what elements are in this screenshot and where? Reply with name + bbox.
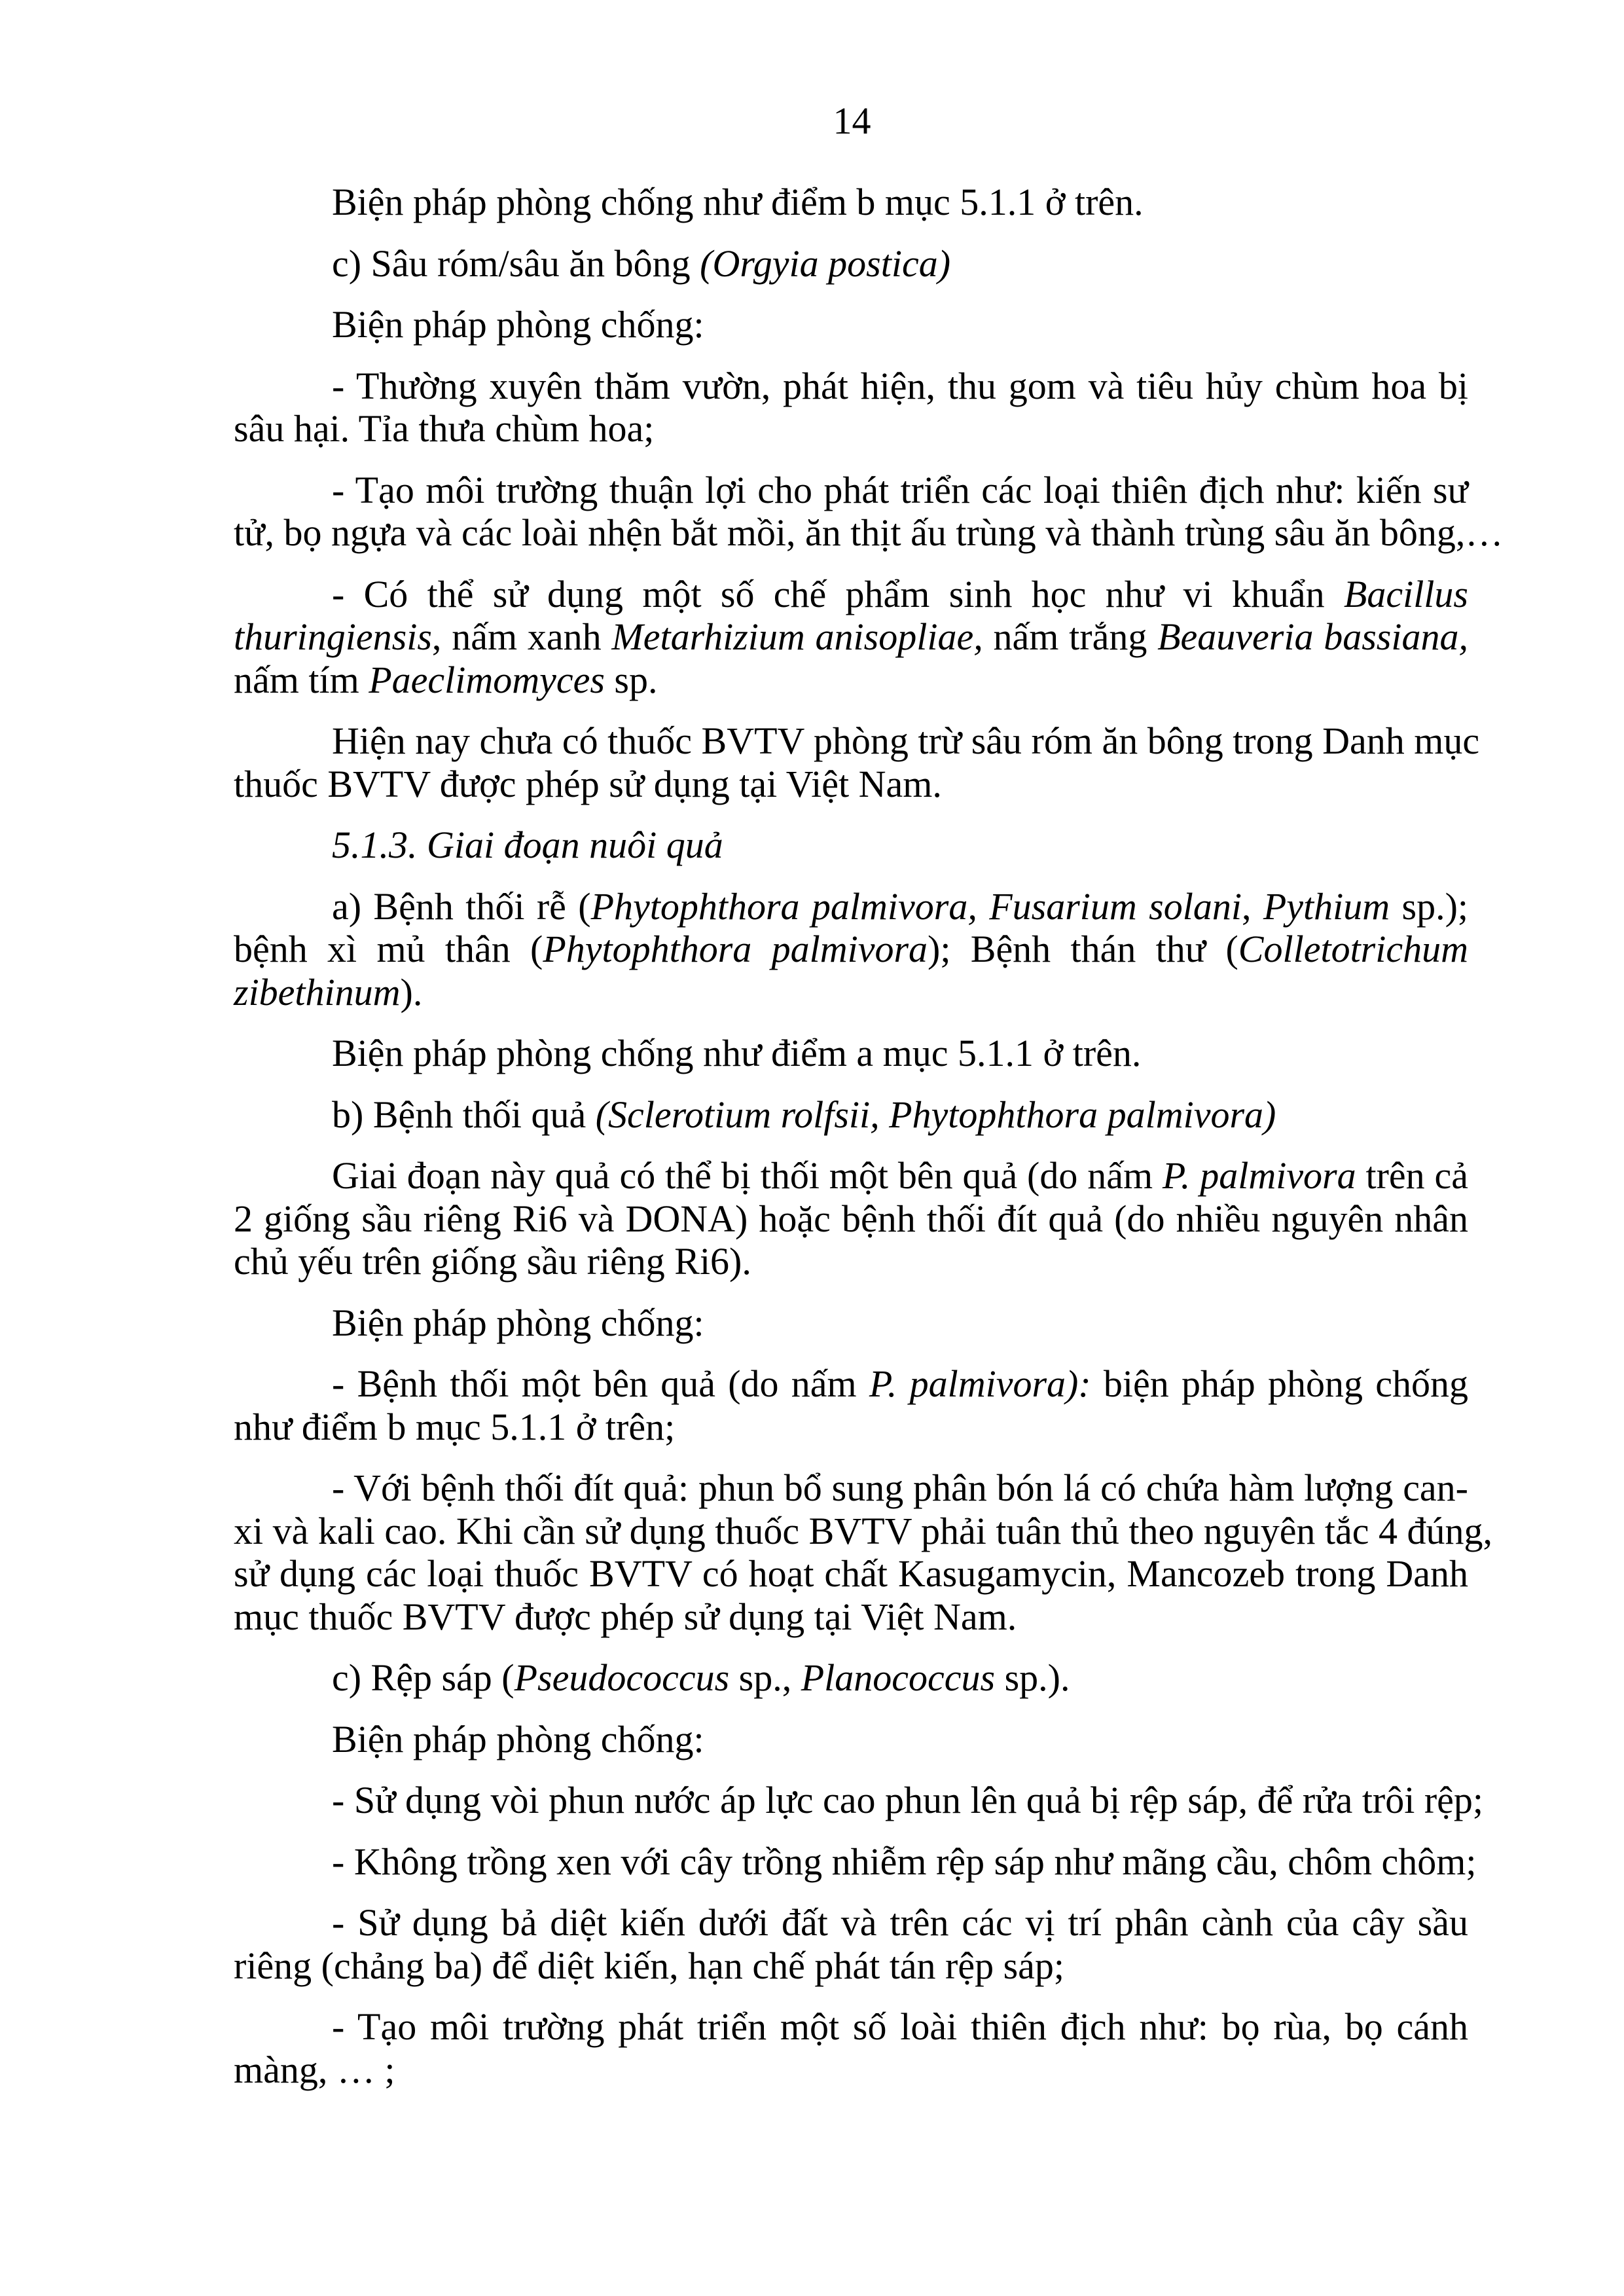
text-run: mục thuốc BVTV được phép sử dụng tại Việt Nam.: [234, 1595, 1017, 1638]
text-line: [234, 1901, 1468, 1944]
text-run: ,: [1241, 884, 1263, 928]
text-line: [234, 885, 1468, 928]
italic-text: 5.1.3. Giai đoạn nuôi quả: [332, 824, 723, 866]
text-line: [234, 1093, 1468, 1137]
text-run: thuốc BVTV được phép sử dụng tại Việt Nam.: [234, 762, 942, 805]
paragraph: [234, 1093, 1468, 1137]
paragraph: [234, 720, 1480, 805]
text-line: [234, 928, 1468, 971]
text-line: [234, 615, 1468, 659]
text-line: [234, 971, 1468, 1014]
text-run: sp.).: [995, 1656, 1070, 1699]
paragraph: [234, 365, 1468, 450]
text-run: Biện pháp phòng chống:: [332, 1717, 704, 1760]
text-run: sp.,: [729, 1656, 801, 1699]
text-line: [234, 1032, 1468, 1075]
text-run: Giai đoạn này quả có thể bị thối một bên quả (do nấm: [332, 1154, 1163, 1197]
paragraph: [234, 1779, 1484, 1822]
page-number: 14: [833, 100, 871, 142]
text-line: [234, 1154, 1468, 1197]
text-run: riêng (chảng ba) để diệt kiến, hạn chế phát tán rệp sáp;: [234, 1944, 1065, 1987]
text-run: - Không trồng xen với cây trồng nhiễm rệp sáp như mãng cầu, chôm chôm;: [332, 1840, 1477, 1883]
text-run: - Bệnh thối một bên quả (do nấm: [332, 1362, 869, 1405]
paragraph: [234, 468, 1504, 555]
text-line: [234, 1656, 1468, 1700]
text-run: sp.: [604, 658, 658, 701]
text-line: [234, 1406, 1468, 1449]
text-line: [234, 181, 1468, 224]
paragraph: [234, 1154, 1468, 1283]
text-run: trên cả: [1356, 1154, 1468, 1197]
paragraph: [234, 1840, 1477, 1884]
italic-text: Phytophthora palmivora: [543, 928, 928, 970]
text-run: bệnh xì mủ thân (: [234, 928, 543, 970]
text-line: [234, 1552, 1468, 1595]
text-run: 2 giống sầu riêng Ri6 và DONA) hoặc bệnh thối đít quả (do nhiều nguyên nhân: [234, 1197, 1468, 1240]
text-run: xi và kali cao. Khi cần sử dụng thuốc BVTV phải tuân thủ theo nguyên tắc 4 đúng,: [234, 1509, 1493, 1552]
text-run: ).: [400, 970, 423, 1013]
italic-text: (Sclerotium rolfsii, Phytophthora palmivora): [595, 1093, 1276, 1136]
text-line: [234, 1362, 1468, 1406]
text-run: Biện pháp phòng chống như điểm b mục 5.1.1 ở trên.: [332, 181, 1144, 223]
document-body: [234, 181, 1504, 2091]
text-line: [234, 365, 1468, 408]
paragraph: [234, 303, 1468, 346]
paragraph: [234, 242, 1468, 285]
italic-text: Planococcus: [801, 1656, 996, 1699]
italic-text: thuringiensis: [234, 615, 432, 658]
italic-text: Beauveria bassiana,: [1157, 615, 1468, 658]
text-line: [234, 1718, 1468, 1761]
text-run: a) Bệnh thối rễ (: [332, 884, 591, 928]
text-run: b) Bệnh thối quả: [332, 1093, 596, 1136]
paragraph: [234, 573, 1468, 702]
text-run: Biện pháp phòng chống như điểm a mục 5.1.1 ở trên.: [332, 1032, 1142, 1074]
text-line: [234, 1302, 1468, 1345]
text-run: c) Sâu róm/sâu ăn bông: [332, 242, 700, 285]
paragraph: [234, 1302, 1468, 1345]
italic-text: Colletotrichum: [1238, 928, 1468, 970]
paragraph: [234, 1467, 1493, 1638]
text-run: tử, bọ ngựa và các loài nhện bắt mồi, ăn thịt ấu trùng và thành trùng sâu ăn bông,…: [234, 511, 1504, 554]
paragraph: [234, 2005, 1468, 2091]
text-run: màng, … ;: [234, 2048, 395, 2091]
italic-text: Metarhizium anisopliae,: [611, 615, 983, 658]
italic-text: Bacillus: [1343, 572, 1468, 615]
text-line: [234, 659, 1468, 702]
paragraph: [234, 1901, 1468, 1987]
text-line: [234, 1595, 1468, 1639]
text-run: sâu hại. Tỉa thưa chùm hoa;: [234, 407, 655, 450]
paragraph: [234, 1718, 1468, 1761]
text-run: Biện pháp phòng chống:: [332, 303, 704, 346]
text-run: như điểm b mục 5.1.1 ở trên;: [234, 1405, 676, 1448]
text-run: - Thường xuyên thăm vườn, phát hiện, thu gom và tiêu hủy chùm hoa bị: [332, 364, 1468, 407]
text-run: , nấm xanh: [431, 615, 612, 658]
text-line: [234, 469, 1468, 512]
text-line: [234, 242, 1468, 285]
text-run: - Tạo môi trường phát triển một số loài thiên địch như: bọ rùa, bọ cánh: [332, 2005, 1468, 2048]
text-run: chủ yếu trên giống sầu riêng Ri6).: [234, 1240, 751, 1283]
text-line: [234, 763, 1468, 806]
text-line: [234, 2049, 1468, 2092]
text-run: c) Rệp sáp (: [332, 1656, 514, 1699]
italic-text: Phytophthora palmivora, Fusarium solani: [590, 884, 1242, 928]
italic-text: Paeclimomyces: [369, 658, 605, 701]
italic-text: Pseudococcus: [514, 1656, 730, 1699]
italic-text: Pythium: [1263, 884, 1390, 928]
italic-text: zibethinum: [234, 970, 401, 1013]
italic-text: (Orgyia postica): [700, 242, 951, 285]
text-run: - Sử dụng bả diệt kiến dưới đất và trên các vị trí phân cành của cây sầu: [332, 1901, 1468, 1944]
paragraph: [234, 181, 1468, 224]
text-run: - Với bệnh thối đít quả: phun bổ sung phân bón lá có chứa hàm lượng can-: [332, 1467, 1468, 1509]
text-line: [234, 824, 1468, 867]
text-run: nấm trắng: [983, 615, 1158, 658]
text-run: sp.);: [1390, 884, 1469, 928]
text-run: Hiện nay chưa có thuốc BVTV phòng trừ sâu róm ăn bông trong Danh mục: [332, 720, 1480, 762]
text-run: - Sử dụng vòi phun nước áp lực cao phun lên quả bị rệp sáp, để rửa trôi rệp;: [332, 1779, 1484, 1821]
text-line: [234, 1840, 1477, 1884]
paragraph: [234, 1362, 1468, 1448]
text-line: [234, 1240, 1468, 1283]
text-line: [234, 1467, 1468, 1510]
text-run: biện pháp phòng chống: [1091, 1362, 1469, 1405]
text-run: - Tạo môi trường thuận lợi cho phát triển các loại thiên địch như: kiến sư: [332, 468, 1468, 511]
text-line: [234, 2005, 1468, 2049]
paragraph: [234, 885, 1468, 1014]
paragraph: [234, 824, 1468, 867]
text-line: [234, 720, 1480, 763]
text-line: [234, 1779, 1484, 1822]
italic-text: P. palmivora):: [869, 1362, 1091, 1405]
paragraph: [234, 1656, 1468, 1700]
text-line: [234, 1944, 1468, 1988]
text-run: Biện pháp phòng chống:: [332, 1301, 704, 1344]
paragraph: [234, 1032, 1468, 1075]
text-line: [234, 1509, 1493, 1553]
text-line: [234, 511, 1504, 555]
text-line: [234, 1197, 1468, 1241]
text-run: sử dụng các loại thuốc BVTV có hoạt chất Kasugamycin, Mancozeb trong Danh: [234, 1552, 1468, 1595]
text-run: ); Bệnh thán thư (: [928, 928, 1238, 970]
text-line: [234, 573, 1468, 616]
text-line: [234, 407, 1468, 450]
text-run: nấm tím: [234, 658, 369, 701]
text-line: [234, 303, 1468, 346]
italic-text: P. palmivora: [1162, 1154, 1356, 1197]
text-run: - Có thể sử dụng một số chế phẩm sinh học như vi khuẩn: [332, 572, 1344, 615]
